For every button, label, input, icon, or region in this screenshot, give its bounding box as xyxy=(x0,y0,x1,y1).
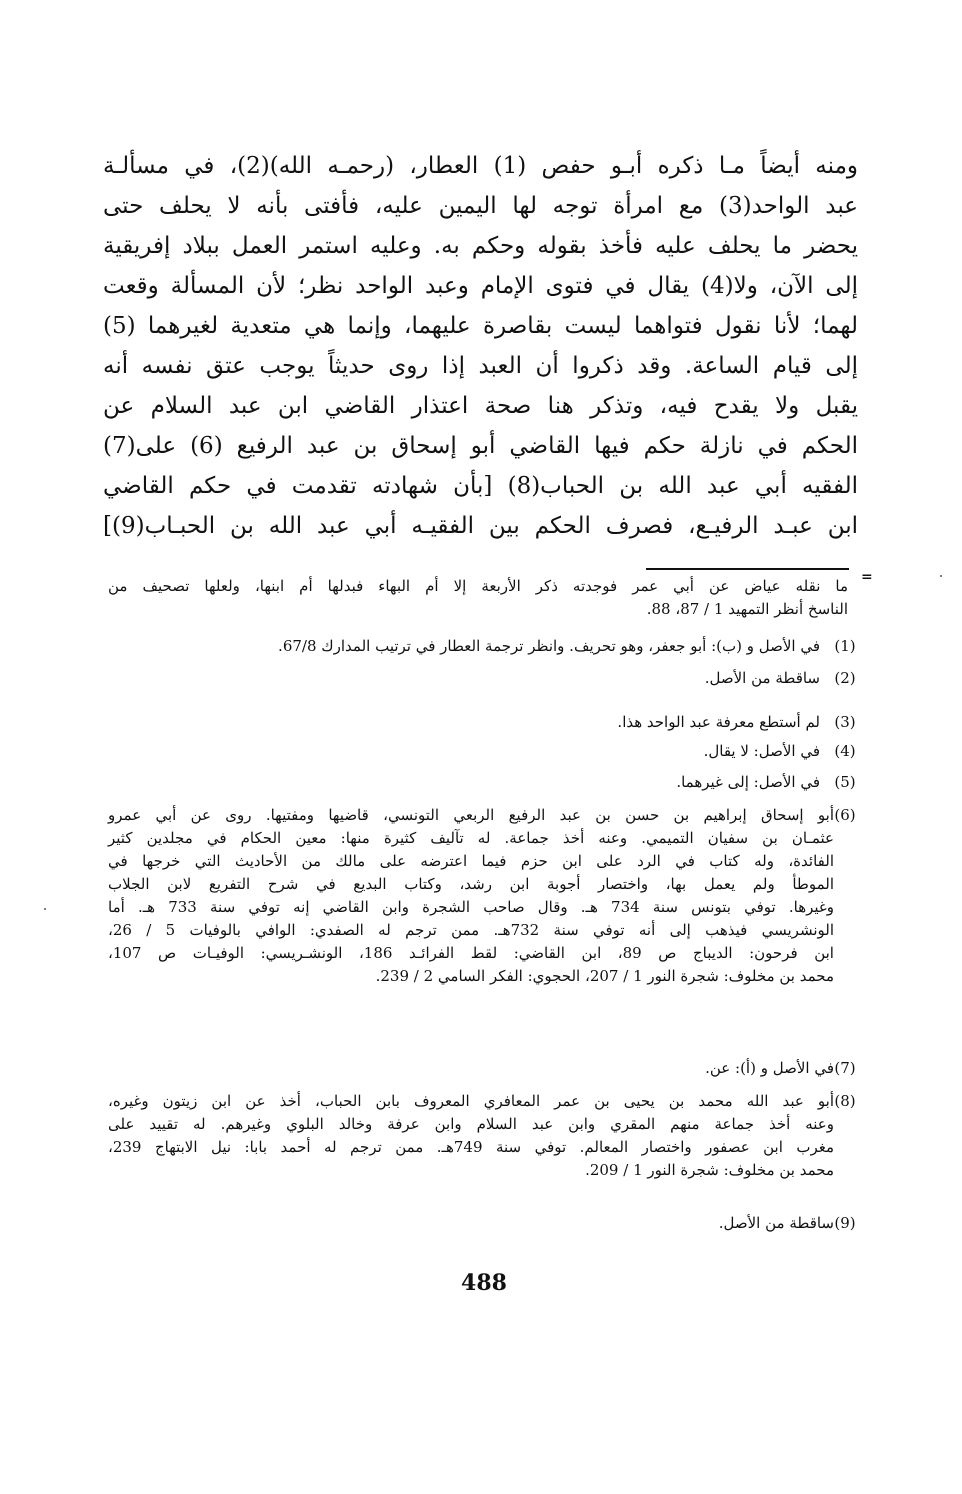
footnote-number: (4) xyxy=(834,742,856,760)
footnote-number: (9) xyxy=(834,1214,856,1232)
footnote-number: (5) xyxy=(834,773,856,791)
footnote-text: في الأصل و (ب): أبو جعفر، وهو تحريف. وانظر ترجمة العطار في ترتيب المدارك 67/8. xyxy=(278,637,820,655)
main-text-line: ابن عبـد الرفيـع، فصرف الحكم بين الفقيـه أبي عبد الله بن الحبـاب(9)] xyxy=(103,513,858,539)
main-text-line: لهما؛ لأنا نقول فتواهما ليست بقاصرة عليهما، وإنما هي متعدية لغيرهما (5) xyxy=(103,313,858,339)
footnote-text-line: الموطأ ولم يعمل بها، واختصار أجوبة ابن رشد، وكتاب البديع في شرح التفريع لابن الجلاب xyxy=(108,875,834,893)
footnote-9 xyxy=(108,1212,860,1236)
scan-speck xyxy=(44,908,46,910)
main-text-line: يقبل ولا يقدح فيه، وتذكر هنا صحة اعتذار القاضي ابن عبد السلام عن xyxy=(103,393,858,419)
main-text-line: ومنه أيضاً مـا ذكره أبـو حفص (1) العطار، (رحمـه الله)(2)، في مسألـة xyxy=(103,153,859,179)
footnote-number: (1) xyxy=(834,637,856,655)
footnote-6 xyxy=(108,804,860,994)
footnote-number: (3) xyxy=(834,713,856,731)
main-text-line: إلى قيام الساعة. وقد ذكروا أن العبد إذا روى حديثاً يوجب عتق نفسه أنه xyxy=(103,353,858,379)
page-number: 488 xyxy=(461,1270,507,1296)
footnote-text: في الأصل: إلى غيرهما. xyxy=(676,773,820,791)
footnote-text-line: ابن فرحون: الديباج ص 89، ابن القاضي: لقط الفرائـد 186، الونشـريسي: الوفيـات ص 107، xyxy=(108,944,834,962)
main-text-line: عبد الواحد(3) مع امرأة توجه لها اليمين عليه، فأفتى بأنه لا يحلف حتى xyxy=(103,193,858,219)
continuation-mark: = xyxy=(861,569,873,585)
footnote-8 xyxy=(108,1090,860,1190)
footnote-7 xyxy=(108,1057,860,1081)
continuation-note-line: الناسخ أنظر التمهيد 1 / 87، 88. xyxy=(646,600,848,618)
continuation-note-line: ما نقله عياض عن أبي عمر فوجدته ذكر الأربعة إلا أم البهاء فبدلها أم ابنها، ولعلها تصحيف من xyxy=(108,577,848,595)
footnote-5 xyxy=(108,771,860,795)
footnote-text-line: أبو عبد الله محمد بن يحيى بن عمر المعافري المعروف بابن الحباب، أخذ عن ابن زيتون وغيره، xyxy=(108,1092,834,1110)
footnote-text-line: أبو إسحاق إبراهيم بن حسن بن عبد الرفيع الربعي التونسي، قاضيها ومفتيها. روى عن أبي عمرو xyxy=(108,806,834,824)
main-text-line: يحضر ما يحلف عليه فأخذ بقوله وحكم به. وعليه استمر العمل ببلاد إفريقية xyxy=(103,233,858,259)
main-text-block xyxy=(103,146,858,546)
footnote-text-line: عثمـان بن سفيان التميمي. وعنه أخذ جماعة. له تآليف كثيرة منها: معين الحكام في مجلدين كثير xyxy=(108,829,834,847)
footnote-text: ساقطة من الأصل. xyxy=(718,1214,834,1232)
footnote-text-line: وعنه أخذ جماعة منهم المقري وابن عبد السلام وابن عرفة وخالد البلوي وغيرهم. له تقييد على xyxy=(108,1115,834,1133)
footnote-3 xyxy=(108,711,860,735)
footnote-number: (7) xyxy=(834,1059,856,1077)
footnote-number: (8) xyxy=(834,1092,856,1110)
footnote-4 xyxy=(108,740,860,764)
scan-speck xyxy=(940,575,942,577)
main-text-line: الحكم في نازلة حكم فيها القاضي أبو إسحاق بن عبد الرفيع (6) على(7) xyxy=(103,433,858,459)
footnote-number: (6) xyxy=(834,806,856,824)
footnote-text: ساقطة من الأصل. xyxy=(704,669,820,687)
main-text-line: الفقيه أبي عبد الله بن الحباب(8) [بأن شهادته تقدمت في حكم القاضي xyxy=(103,473,858,499)
footnote-text: في الأصل و (أ): عن. xyxy=(705,1059,834,1077)
footnote-text: لم أستطع معرفة عبد الواحد هذا. xyxy=(617,713,820,731)
footnote-separator-rule xyxy=(646,568,849,570)
footnote-text-line: محمد بن مخلوف: شجرة النور 1 / 209. xyxy=(585,1161,834,1179)
main-text-line: إلى الآن، ولا(4) يقال في فتوى الإمام وعبد الواحد نظر؛ لأن المسألة وقعت xyxy=(103,273,858,299)
footnote-text-line: مغرب ابن عصفور واختصار المعالم. توفي سنة 749هـ. ممن ترجم له أحمد بابا: نيل الابتهاج 239، xyxy=(108,1138,835,1156)
footnote-number: (2) xyxy=(834,669,856,687)
footnote-2 xyxy=(108,667,860,691)
footnote-text-line: وغيرها. توفي بتونس سنة 734 هـ. وقال صاحب الشجرة وابن القاضي إنه توفي سنة 733 هـ. أما xyxy=(108,898,835,916)
footnote-text: في الأصل: لا يقال. xyxy=(703,742,820,760)
footnote-text-line: محمد بن مخلوف: شجرة النور 1 / 207، الحجوي: الفكر السامي 2 / 239. xyxy=(375,967,834,985)
footnote-text-line: الفائدة، وله كتاب في الرد على ابن حزم فيما اعترضه على مالك من الأحاديث التي خرجها في xyxy=(108,852,834,870)
footnote-text-line: الونشريسي فيذهب إلى أنه توفي سنة 732هـ. ممن ترجم له الصفدي: الوافي بالوفيات 5 / 26، xyxy=(108,921,835,939)
footnote-1 xyxy=(108,635,860,659)
